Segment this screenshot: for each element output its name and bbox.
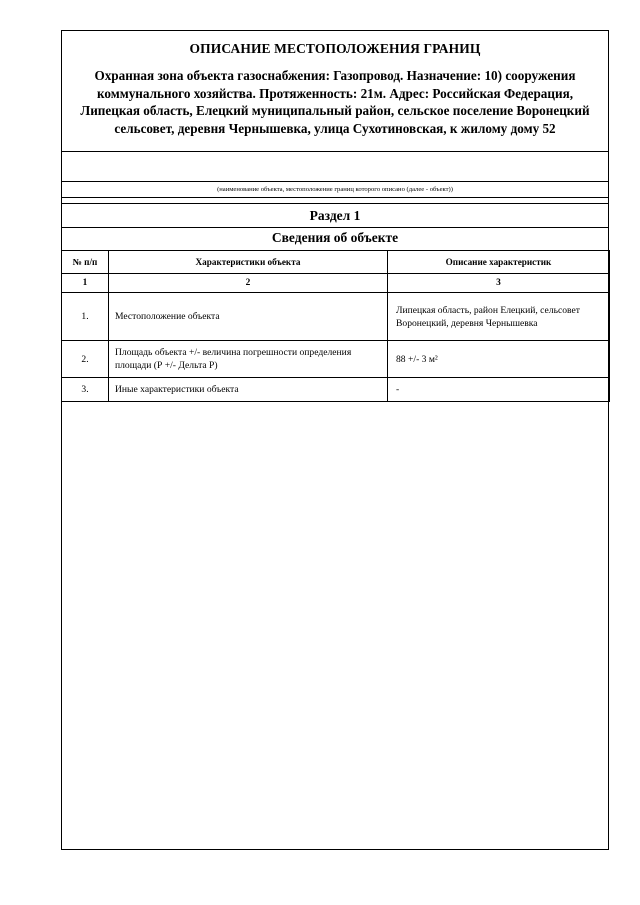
object-caption: (наименование объекта, местоположение границ которого описано (далее - объект)): [217, 186, 453, 193]
column-header-number: № п/п: [62, 251, 109, 274]
divider: [62, 181, 608, 182]
table-row: [62, 293, 610, 341]
section-subtitle: Сведения об объекте: [271, 230, 399, 245]
document-title: ОПИСАНИЕ МЕСТОПОЛОЖЕНИЯ ГРАНИЦ: [189, 41, 481, 56]
row-characteristic: Площадь объекта +/- величина погрешности определения площади (Р +/- Дельта Р): [109, 341, 388, 378]
object-info-table: [61, 250, 610, 402]
row-characteristic: Местоположение объекта: [109, 293, 388, 341]
row-description: -: [388, 378, 610, 402]
column-header-characteristic: Характеристики объекта: [109, 251, 388, 274]
row-description: Липецкая область, район Елецкий, сельсовет Воронецкий, деревня Чернышевка: [388, 293, 610, 341]
table-header-row: [62, 251, 610, 274]
row-number: 2.: [62, 341, 109, 378]
table-row: [62, 378, 610, 402]
divider: [62, 227, 608, 228]
object-name: Охранная зона объекта газоснабжения: Газопровод. Назначение: 10) сооружения коммунального хозяйства. Протяженность: 21м. Адрес: Российская Федерация, Липецкая область, Елецкий муниципальный район, сельское поселение Воронецкий сельсовет, деревня Чернышевка, улица Сухотиновская, к жилому дому 52: [80, 68, 590, 136]
divider: [62, 197, 608, 198]
column-header-description: Описание характеристик: [388, 251, 610, 274]
row-description: 88 +/- 3 м²: [388, 341, 610, 378]
row-number: 1.: [62, 293, 109, 341]
divider: [62, 151, 608, 152]
row-characteristic: Иные характеристики объекта: [109, 378, 388, 402]
column-index: 3: [388, 274, 610, 293]
section-title: Раздел 1: [309, 208, 361, 223]
document-frame: [61, 30, 609, 850]
divider: [62, 203, 608, 204]
row-number: 3.: [62, 378, 109, 402]
table-row: [62, 341, 610, 378]
column-index-row: [62, 274, 610, 293]
column-index: 1: [62, 274, 109, 293]
column-index: 2: [109, 274, 388, 293]
